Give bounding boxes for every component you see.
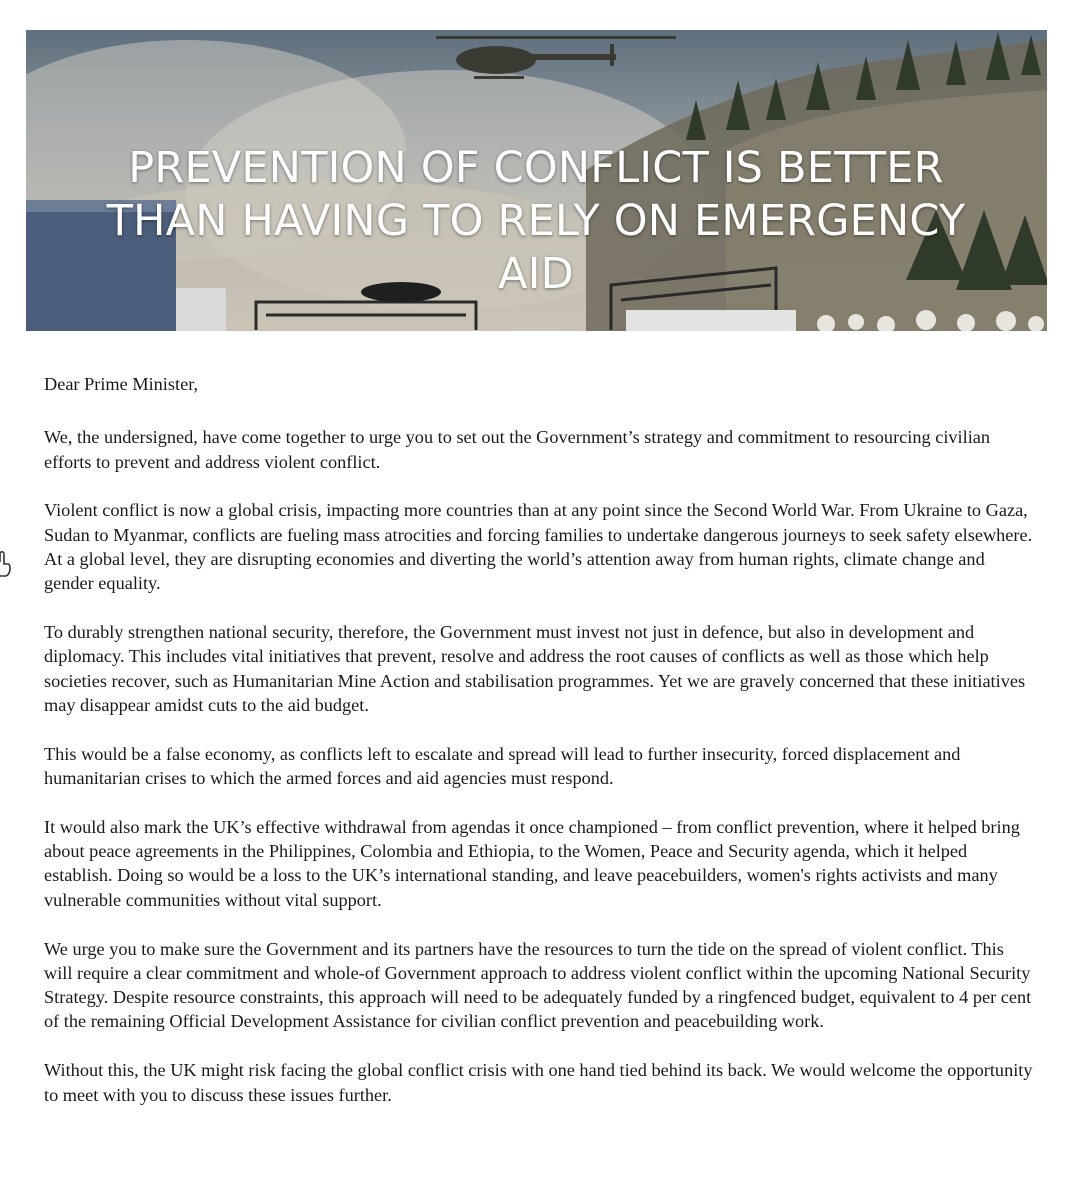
letter-body: [44, 372, 1034, 1131]
paragraph-urge-resources: We urge you to make sure the Government and its partners have the resources to turn the tide on the spread of violent conflict. This will require a clear commitment and whole-of Government approach to address violent conflict within the upcoming National Security Strategy. Despite resource constraints, this approach will need to be adequately funded by a ringfenced budget, equivalent to 4 per cent of the remaining Official Development Assistance for civilian conflict prevention and peacebuilding work.: [44, 938, 1032, 1032]
salutation: Dear Prime Minister,: [44, 374, 199, 394]
paragraph-uk-withdrawal: It would also mark the UK’s effective withdrawal from agendas it once championed – from conflict prevention, where it helped bring about peace agreements in the Philippines, Colombia and Ethiopia, to the Women, Peace and Security agenda, which it helped establish. Doing so would be a loss to the UK’s international standing, and leave peacebuilders, women's rights activists and many vulnerable communities without vital support.: [44, 816, 1020, 910]
paragraph-intro: We, the undersigned, have come together to urge you to set out the Government’s strategy and commitment to resourcing civilian efforts to prevent and address violent conflict.: [44, 427, 991, 472]
paragraph-national-security: To durably strengthen national security, therefore, the Government must invest not just in defence, but also in development and diplomacy. This includes vital initiatives that prevent, resolve and address the root causes of conflicts as well as those which help societies recover, such as Humanitarian Mine Action and stabilisation programmes. Yet we are gravely concerned that these initiatives may disappear amidst cuts to the aid budget.: [44, 622, 1026, 715]
hero-title-line-2: THAN HAVING TO RELY ON EMERGENCY: [106, 196, 966, 246]
hero-title: [56, 142, 1016, 301]
paragraph-closing: Without this, the UK might risk facing the global conflict crisis with one hand tied behind its back. We would welcome the opportunity to meet with you to discuss these issues further.: [44, 1060, 1033, 1105]
paragraph-false-economy: This would be a false economy, as conflicts left to escalate and spread will lead to further insecurity, forced displacement and humanitarian crises to which the armed forces and aid agencies must respond.: [44, 743, 961, 789]
paragraph-global-crisis: Violent conflict is now a global crisis, impacting more countries than at any point since the Second World War. From Ukraine to Gaza, Sudan to Myanmar, conflicts are fueling mass atrocities and forcing families to undertake dangerous journeys to seek safety elsewhere. At a global level, they are disrupting economies and diverting the world’s attention away from human rights, climate change and gender equality.: [44, 500, 1033, 594]
hand-cursor-icon: [0, 550, 12, 578]
hero-banner: [26, 30, 1047, 331]
hero-title-line-1: PREVENTION OF CONFLICT IS BETTER: [128, 143, 944, 193]
hero-title-line-3: AID: [498, 249, 574, 299]
